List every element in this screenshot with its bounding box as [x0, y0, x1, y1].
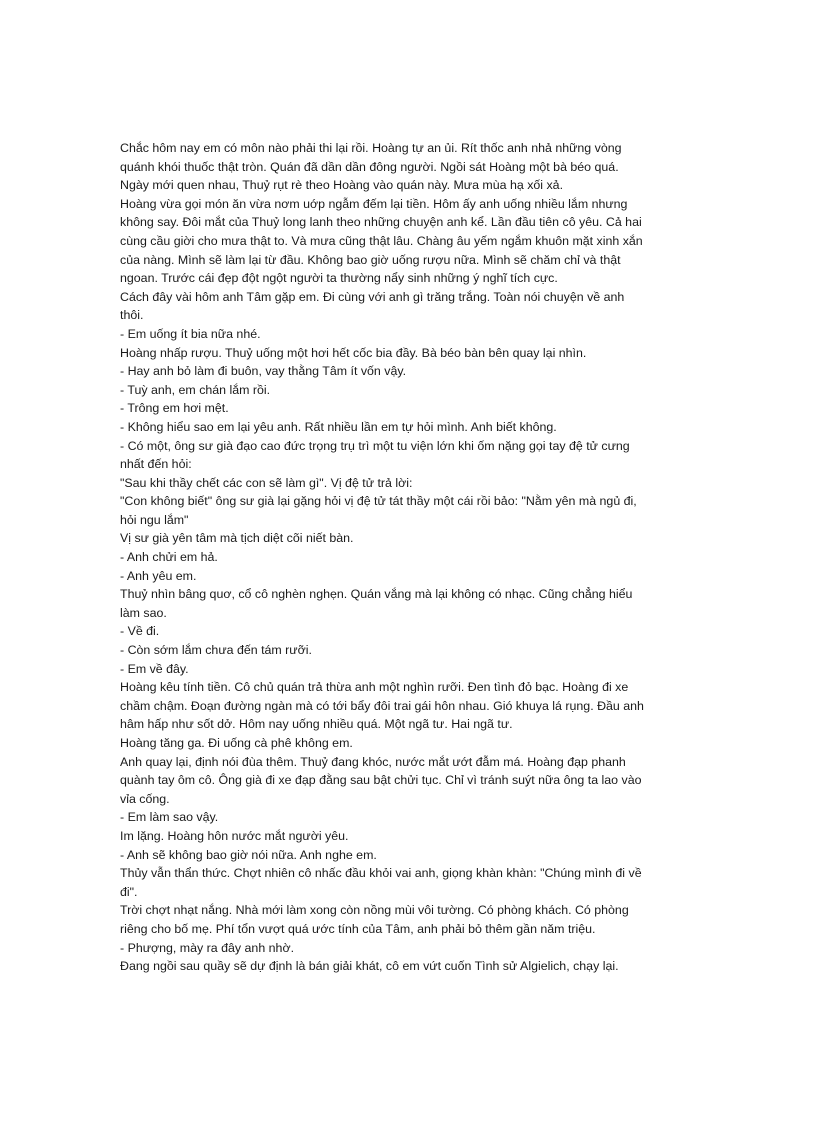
text-line: Hoàng tăng ga. Đi uống cà phê không em. — [120, 736, 353, 750]
text-line: - Về đi. — [120, 624, 160, 639]
text-line: riêng cho bố mẹ. Phí tổn vượt quá ước tính của Tâm, anh phải bỏ thêm gần năm triệu. — [120, 921, 596, 936]
text-line: Thủy vẫn thẩn thức. Chợt nhiên cô nhấc đầu khỏi vai anh, giọng khàn khàn: "Chúng mình đi về — [120, 866, 642, 881]
text-line: vỉa cống. — [120, 791, 170, 806]
text-line: - Có một, ông sư già đạo cao đức trọng trụ trì một tu viện lớn khi ốm nặng gọi tay đệ tử cưng — [120, 438, 630, 453]
text-line: - Tuỳ anh, em chán lắm rồi. — [120, 382, 271, 397]
text-line: Ngày mới quen nhau, Thuỷ rụt rè theo Hoàng vào quán này. Mưa mùa hạ xối xả. — [120, 178, 564, 193]
text-line: cùng cầu giời cho mưa thật to. Và mưa cũng thật lâu. Chàng âu yếm ngắm khuôn mặt xinh xắn — [120, 233, 643, 248]
text-line: Anh quay lại, định nói đùa thêm. Thuỷ đang khóc, nước mắt ướt đẫm má. Hoàng đạp phanh — [120, 754, 626, 769]
text-line: quánh khói thuốc thật tròn. Quán đã dần dần đông người. Ngồi sát Hoàng một bà béo quá. — [120, 159, 619, 174]
text-line: Chắc hôm nay em có môn nào phải thi lại rồi. Hoàng tự an ủi. Rít thốc anh nhả những vòng — [120, 141, 622, 155]
text-line: Hoàng vừa gọi món ăn vừa nơm uớp ngẫm đếm lại tiền. Hôm ấy anh uống nhiều lắm nhưng — [120, 196, 628, 211]
text-line: "Con không biết" ông sư già lại gặng hỏi vị đệ tử tát thầy một cái rồi bảo: "Nằm yên mà ngủ đi, — [120, 494, 637, 509]
text-line: của nàng. Mình sẽ làm lại từ đầu. Không bao giờ uống rượu nữa. Mình sẽ chăm chỉ và thật — [120, 252, 621, 267]
document-page — [120, 139, 700, 976]
text-line: Hoàng nhấp rượu. Thuỷ uống một hơi hết cốc bia đầy. Bà béo bàn bên quay lại nhìn. — [120, 345, 587, 360]
text-line: làm sao. — [120, 605, 167, 620]
text-line: Cách đây vài hôm anh Tâm gặp em. Đi cùng với anh gì trăng trắng. Toàn nói chuyện về anh — [120, 289, 625, 304]
text-line: - Em về đây. — [120, 661, 189, 676]
text-line: - Hay anh bỏ làm đi buôn, vay thằng Tâm ít vốn vậy. — [120, 364, 407, 379]
text-line: không say. Đôi mắt của Thuỷ long lanh theo những chuyện anh kể. Lần đầu tiên cô yêu. Cả hai — [120, 215, 642, 230]
text-line: hâm hấp như sốt dở. Hôm nay uống nhiều quá. Một ngã tư. Hai ngã tư. — [120, 717, 513, 732]
text-line: - Phượng, mày ra đây anh nhờ. — [120, 940, 295, 955]
text-line: Trời chợt nhạt nắng. Nhà mới làm xong còn nồng mùi vôi tường. Có phòng khách. Có phòng — [120, 903, 629, 918]
text-line: - Còn sớm lắm chưa đến tám rưỡi. — [120, 643, 312, 658]
text-line: - Em làm sao vậy. — [120, 810, 219, 825]
text-line: Thuỷ nhìn bâng quơ, cổ cô nghèn nghẹn. Quán vắng mà lại không có nhạc. Cũng chẳng hiểu — [120, 587, 633, 602]
text-line: - Trông em hơi mệt. — [120, 401, 229, 416]
text-line: nhất đến hỏi: — [120, 457, 192, 472]
text-line: Hoàng kêu tính tiền. Cô chủ quán trả thừa anh một nghìn rưỡi. Đen tình đỏ bạc. Hoàng đi xe — [120, 680, 629, 695]
text-line: thôi. — [120, 308, 144, 323]
text-line: - Anh sẽ không bao giờ nói nữa. Anh nghe em. — [120, 847, 377, 862]
text-line: quành tay ôm cô. Ông già đi xe đạp đằng sau bật chửi tục. Chỉ vì tránh suýt nữa ông ta lao vào — [120, 773, 642, 788]
text-line: Im lặng. Hoàng hôn nước mắt người yêu. — [120, 828, 349, 843]
text-line: chầm chậm. Đoạn đường ngàn mà có tới bẩy đôi trai gái hôn nhau. Gió khuya lá rụng. Đầu anh — [120, 698, 644, 713]
text-line: hỏi ngu lắm" — [120, 512, 189, 527]
text-line: Đang ngồi sau quầy sẽ dự định là bán giải khát, cô em vứt cuốn Tình sử Algielich, chạy lại. — [120, 959, 619, 974]
document-body — [120, 139, 700, 976]
text-line: đi". — [120, 884, 138, 899]
text-line: - Em uống ít bia nữa nhé. — [120, 326, 261, 341]
text-line: "Sau khi thầy chết các con sẽ làm gì". Vị đệ tử trả lời: — [120, 475, 413, 490]
text-line: - Anh chửi em hả. — [120, 550, 218, 565]
text-line: - Anh yêu em. — [120, 568, 197, 583]
text-line: ngoan. Trước cái đẹp đột ngột người ta thường nẩy sinh những ý nghĩ tích cực. — [120, 271, 558, 286]
text-line: - Không hiểu sao em lại yêu anh. Rất nhiều lần em tự hỏi mình. Anh biết không. — [120, 419, 557, 434]
text-line: Vị sư già yên tâm mà tịch diệt cõi niết bàn. — [120, 531, 354, 546]
